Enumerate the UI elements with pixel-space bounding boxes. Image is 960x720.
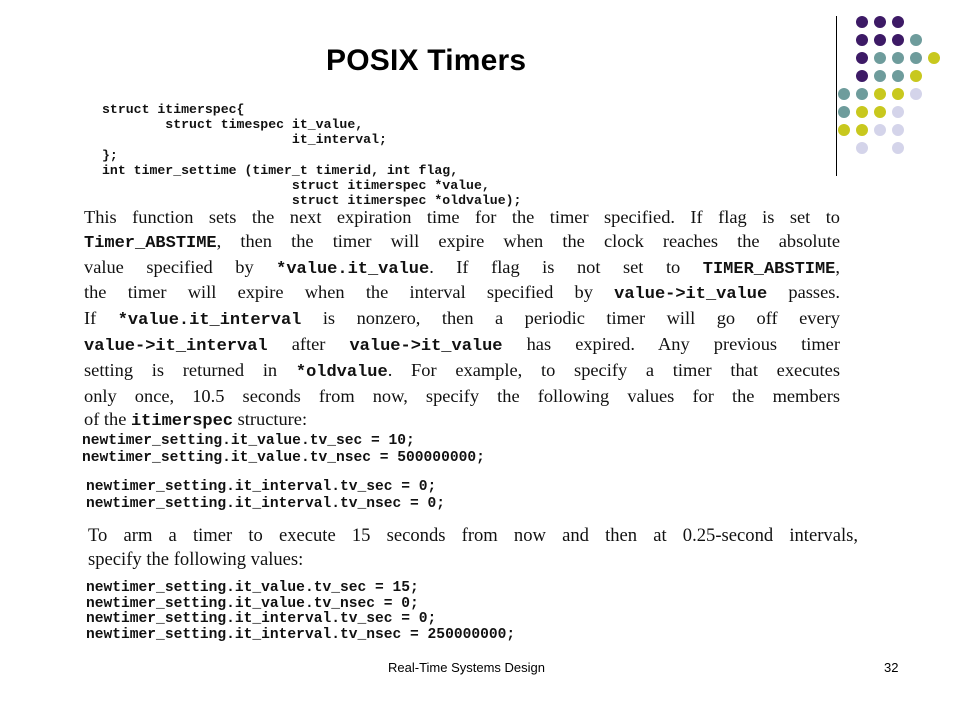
slide-title: POSIX Timers: [326, 44, 527, 77]
para-line: of the itimerspec structure:: [84, 409, 308, 432]
footer-course-title: Real-Time Systems Design: [388, 660, 546, 675]
slide-number: 32: [884, 660, 899, 675]
decorative-dot: [874, 124, 886, 136]
decorative-dot: [856, 70, 868, 82]
code-example-periodic: newtimer_setting.it_value.tv_sec = 15; newtimer_setting.it_value.tv_nsec = 0; newtimer_setting.it_interval.tv_sec = 0; newtimer_setting.it_interval.tv_nsec = 250000000;: [86, 580, 516, 643]
decorative-dot: [874, 106, 886, 118]
para-line: value->it_interval after value->it_value has expired. Any previous timer: [84, 333, 840, 356]
decorative-dot: [892, 52, 904, 64]
description-paragraph: [84, 206, 840, 434]
decorative-dot: [910, 52, 922, 64]
decorative-dot: [856, 16, 868, 28]
para-line: This function sets the next expiration time for the timer specified. If flag is set to: [84, 207, 840, 227]
decorative-dot: [910, 88, 922, 100]
decorative-dot: [910, 70, 922, 82]
decorative-dot: [892, 16, 904, 28]
decorative-divider: [836, 16, 837, 176]
para-line: If *value.it_interval is nonzero, then a periodic timer will go off every: [84, 308, 840, 331]
code-struct-declaration: struct itimerspec{ struct timespec it_value, it_interval; }; int timer_settime (timer_t timerid, int flag, struct itimerspec *value, struct itimerspec *oldvalue);: [102, 102, 522, 209]
periodic-timer-paragraph: [88, 524, 858, 571]
para-line: setting is returned in *oldvalue. For example, to specify a timer that executes: [84, 359, 840, 382]
decorative-dot: [856, 88, 868, 100]
decorative-dot: [874, 52, 886, 64]
decorative-dot: [856, 142, 868, 154]
decorative-dot: [874, 70, 886, 82]
decorative-dot: [928, 52, 940, 64]
decorative-dot: [892, 106, 904, 118]
decorative-dot: [838, 124, 850, 136]
decorative-dot: [892, 34, 904, 46]
decorative-dot: [856, 34, 868, 46]
decorative-dot: [910, 34, 922, 46]
decorative-dot: [874, 16, 886, 28]
decorative-dot: [892, 124, 904, 136]
para-line: value specified by *value.it_value. If flag is not set to TIMER_ABSTIME,: [84, 256, 840, 279]
decorative-dot: [892, 88, 904, 100]
decorative-dot: [856, 124, 868, 136]
code-example-oneshot-interval: newtimer_setting.it_interval.tv_sec = 0; newtimer_setting.it_interval.tv_nsec = 0;: [86, 479, 446, 512]
decorative-dot: [892, 70, 904, 82]
decorative-dot: [838, 106, 850, 118]
decorative-dot: [838, 88, 850, 100]
decorative-dot: [856, 106, 868, 118]
decorative-dot: [874, 34, 886, 46]
decorative-dot: [874, 88, 886, 100]
para-line: specify the following values:: [88, 548, 304, 570]
decorative-dot: [892, 142, 904, 154]
para-line: Timer_ABSTIME, then the timer will expire when the clock reaches the absolute: [84, 230, 840, 253]
para-line: the timer will expire when the interval specified by value->it_value passes.: [84, 282, 840, 305]
para-line: To arm a timer to execute 15 seconds from now and then at 0.25-second intervals,: [88, 525, 858, 546]
code-example-oneshot-value: newtimer_setting.it_value.tv_sec = 10; newtimer_setting.it_value.tv_nsec = 500000000;: [82, 433, 485, 466]
para-line: only once, 10.5 seconds from now, specify the following values for the members: [84, 385, 840, 406]
decorative-dot: [856, 52, 868, 64]
